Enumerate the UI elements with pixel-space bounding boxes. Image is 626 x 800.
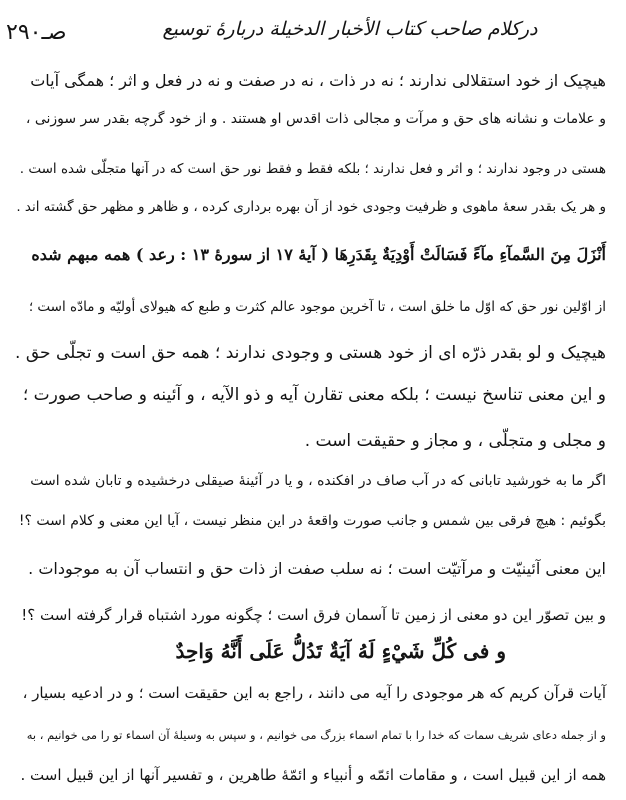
text-line: آیات قرآن کریم که هر موجودی را آیه می دانند ، راجع به این حقیقت است ؛ و در ادعیه بسیار ، [22,684,606,702]
text-line: هیچیک از خود استقلالی ندارند ؛ نه در ذات ، نه در صفت و نه در فعل و اثر ؛ همگی آیات [30,71,606,90]
text-line: و از جمله دعای شریف سمات که خدا را با تمام اسماء بزرگ می خوانیم ، و سپس به وسیلهٔ آن اسماء تو را می خوانیم ، به [26,728,606,742]
text-line: اگر ما به خورشید تابانی که در آب صاف در افکنده ، و یا در آئینهٔ صیقلی درخشیده و تابان شده است [30,473,606,489]
text-line: هستی در وجود ندارند ؛ و اثر و فعل ندارند ؛ بلکه فقط و فقط نور حق است که در آنها متجلّی شده است . [19,161,606,177]
text-line: بگوئیم : هیچ فرقی بین شمس و جانب صورت واقعهٔ در این منظر نیست ، آیا این معنی و کلام است ؟! [18,513,606,529]
text-line: و مجلی و متجلّی ، و مجاز و حقیقت است . [304,431,606,451]
text-line: این معنی آئینیّت و مرآتیّت است ؛ نه سلب صفت از ذات حق و انتساب آن به موجودات . [28,559,606,578]
text-line: از اوّلین نور حق که اوّل ما خلق است ، تا آخرین موجود عالم کثرت و طبع که هیولای أولیّه و مادّه است ؛ [28,299,606,315]
page-number: صـ۲۹۰ [6,20,67,45]
text-line: همه از این قبیل است ، و مقامات ائمّه و أنبیاء و ائمّهٔ طاهرین ، و تفسیر آنها از این قبیل است . [20,766,606,784]
poem-verse-line: و فى كُلِّ شَيْءٍ لَهُ آيَةٌ تَدُلُّ عَلَى أَنَّهُ وَاحِدٌ [175,639,506,663]
quran-verse-line: أَنْزَلَ مِنَ السَّمآءِ مآءً فَسَالَتْ أَوْدِيَةٌ بِقَدَرِهَا ( آیهٔ ١٧ از سورهٔ ١٣ : رعد ) همه مبهم شده [31,245,606,264]
text-line: و این معنی تناسخ نیست ؛ بلکه معنی تقارن آیه و ذو الآیه ، و آئینه و صاحب صورت ؛ [22,385,606,405]
text-line: و بین تصوّر این دو معنی از زمین تا آسمان فرق است ؛ چگونه مورد اشتباه قرار گرفته است ؟! [21,606,606,624]
text-line: و علامات و نشانه های حق و مرآت و مجالی ذات اقدس او هستند . و از خود گرچه بقدر سر سوزنی ، [25,111,606,127]
text-line: هیچیک و لو بقدر ذرّه ای از خود هستی و وجودی ندارند ؛ همه حق است و تجلّی حق . [15,343,606,363]
page-title: درکلام صاحب کتاب الأخبار الدخیلة دربارهٔ توسیع [162,18,538,40]
text-line: و هر یک بقدر سعهٔ ماهوی و ظرفیت وجودی خود از آن بهره برداری کرده ، و ظاهر و مظهر حق گشته اند . [16,199,606,215]
